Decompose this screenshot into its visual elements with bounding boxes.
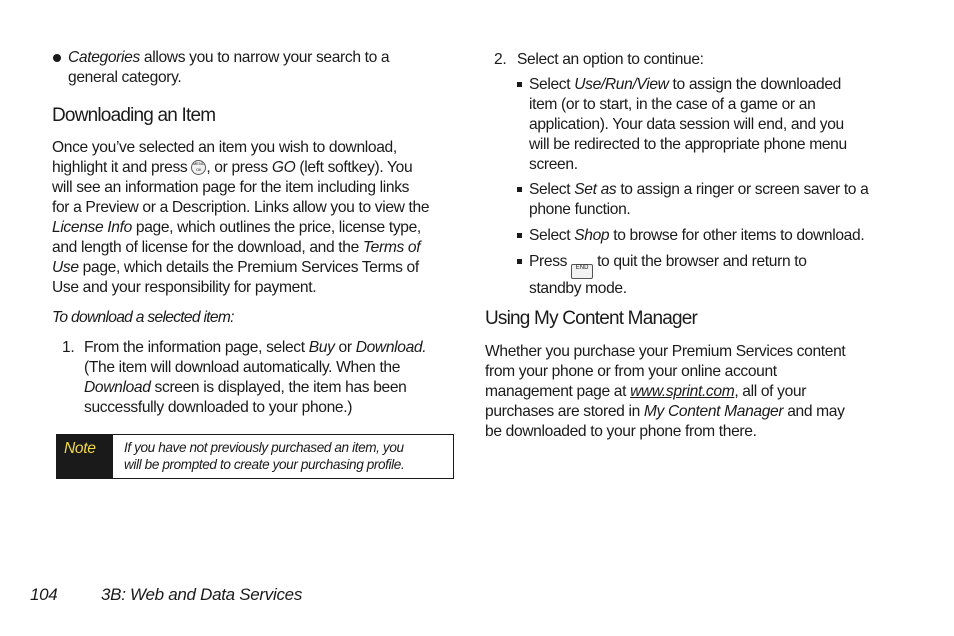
content-manager-paragraph: Whether you purchase your Premium Services content from your phone or from your online account management page at www.sprint.com, all of your purchases are stored in My Content Manager and may be downloaded to your phone from there. [485,343,846,440]
license-info-term: License Info [52,219,132,236]
bullet-icon [53,54,61,62]
intro-paragraph: Once you’ve selected an item you wish to download, highlight it and press MENU OK , or press GO (left softkey). You will see an information page for the item including links for a Preview or a Description. Links allow you to view the License Info page, which outlines the price, license type, and length of license for the download, and the Terms of Use page, which details the Premium Services Terms of Use and your responsibility for payment. [52,139,430,296]
option-set-as: Select Set as to assign a ringer or screen saver to a phone function. [529,181,869,218]
menu-ok-key-icon: MENU OK [191,160,206,175]
section-title: 3B: Web and Data Services [101,585,303,604]
note-text: If you have not previously purchased an item, you will be prompted to create your purchasing profile. [124,440,405,472]
section-heading-content-manager: Using My Content Manager [485,308,698,329]
use-run-view-term: Use/Run/View [574,76,669,93]
categories-line-2: general category. [68,69,182,86]
note-label: Note [57,435,113,478]
sprint-link[interactable]: www.sprint.com [630,383,735,400]
categories-line-1: Categories allows you to narrow your search to a [68,49,390,66]
end-key-icon: END [571,264,593,279]
terms-of-use-term: Terms of [362,239,421,256]
step-1-text: From the information page, select Buy or Download. (The item will download automatically. When the Download screen is displayed, the item has been successfully downloaded to your phone.) [84,339,427,416]
bullet-square-icon [517,259,522,264]
step-2-number: 2. [494,51,507,68]
page-number: 104 [30,585,58,604]
section-heading-downloading: Downloading an Item [52,105,216,126]
download-term: Download. [355,339,427,356]
categories-bullet [68,48,448,88]
my-content-manager-term: My Content Manager [643,403,784,420]
buy-term: Buy [308,339,335,356]
go-term: GO [271,159,296,176]
option-end: Press END to quit the browser and return to standby mode. [529,253,807,297]
bullet-square-icon [517,187,522,192]
shop-term: Shop [574,227,610,244]
note-box [56,434,454,479]
categories-term: Categories [68,49,140,66]
option-use-run-view: Select Use/Run/View to assign the downloaded item (or to start, in the case of a game or an application). Your data session will end, and you will be redirected to the appropriate phone menu screen. [529,76,847,173]
bullet-square-icon [517,82,522,87]
set-as-term: Set as [574,181,617,198]
step-1-number: 1. [62,339,75,356]
bullet-square-icon [517,233,522,238]
option-shop: Select Shop to browse for other items to download. [529,227,865,244]
procedure-subheading: To download a selected item: [52,309,234,326]
step-2-text: Select an option to continue: [517,51,704,68]
